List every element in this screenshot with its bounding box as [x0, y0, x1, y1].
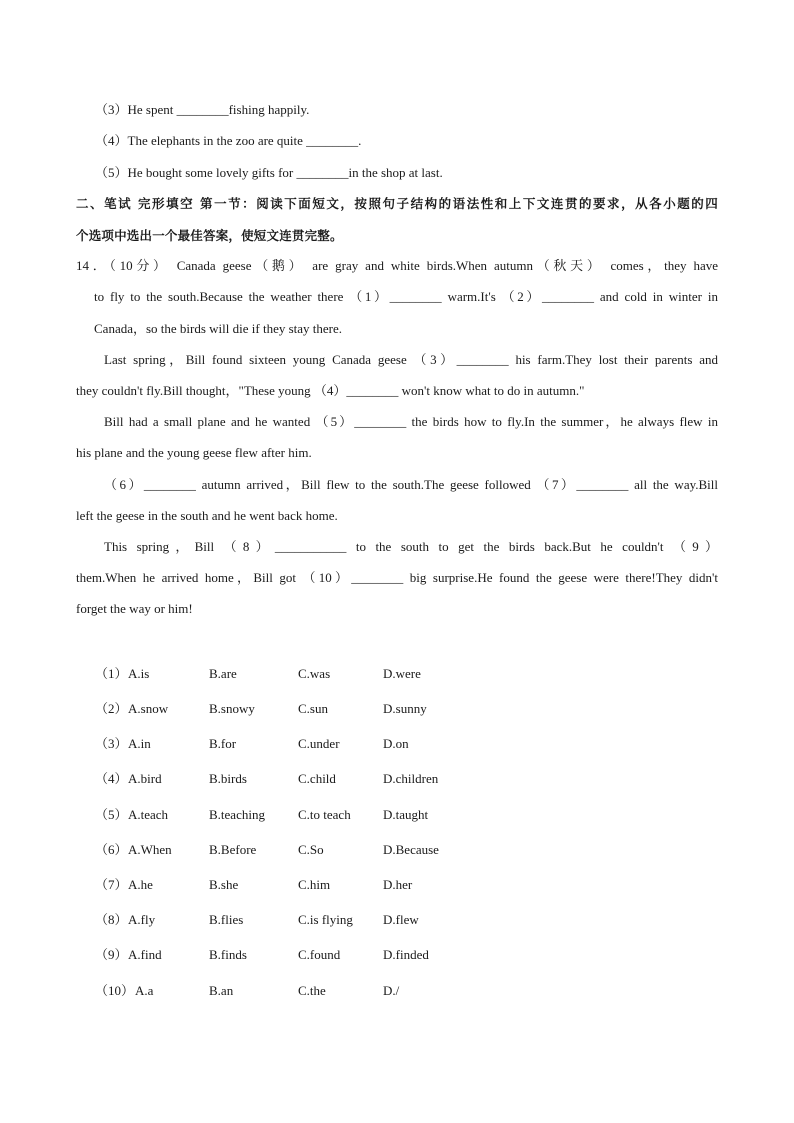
prev-item-3: （3）He spent ________fishing happily.: [95, 102, 310, 117]
option-d[interactable]: D.on: [383, 736, 409, 751]
option-number: （8）: [95, 912, 128, 927]
option-d[interactable]: D.Because: [383, 842, 439, 857]
option-d[interactable]: D.taught: [383, 807, 429, 822]
option-a[interactable]: A.is: [128, 666, 150, 681]
option-number: （2）: [95, 701, 128, 716]
option-c[interactable]: C.under: [298, 736, 340, 751]
option-b[interactable]: B.teaching: [209, 807, 265, 822]
passage-line-5: they couldn't fly.Bill thought，"These young （4）________ won't know what to do in autumn.": [76, 383, 585, 398]
passage-line-4: Last spring，Bill found sixteen young Canada geese （3）________ his farm.They lost their parents and: [104, 352, 718, 367]
option-b[interactable]: B.birds: [209, 771, 247, 786]
passage-line-8: （6）________ autumn arrived，Bill flew to the south.The geese followed （7）________ all the way.Bill: [104, 477, 718, 492]
passage-line-11: them.When he arrived home，Bill got （10）________ big surprise.He found the geese were there!They didn't: [76, 570, 718, 585]
option-d[interactable]: D.were: [383, 666, 421, 681]
option-c[interactable]: C.is flying: [298, 912, 353, 927]
option-b[interactable]: B.for: [209, 736, 237, 751]
option-number: （4）: [95, 771, 128, 786]
option-number: （9）: [95, 947, 128, 962]
option-a[interactable]: A.teach: [128, 807, 169, 822]
option-c[interactable]: C.sun: [298, 701, 328, 716]
option-a[interactable]: A.bird: [128, 771, 162, 786]
option-b[interactable]: B.Before: [209, 842, 257, 857]
option-a[interactable]: A.find: [128, 947, 162, 962]
option-a[interactable]: A.fly: [128, 912, 156, 927]
option-number: （3）: [95, 736, 128, 751]
passage-line-2: to fly to the south.Because the weather there （1）________ warm.It's （2）________ and cold in winter in: [94, 289, 718, 304]
passage-line-7: his plane and the young geese flew after him.: [76, 445, 312, 460]
option-d[interactable]: D.children: [383, 771, 439, 786]
option-number: （1）: [95, 666, 128, 681]
option-c[interactable]: C.So: [298, 842, 324, 857]
option-c[interactable]: C.him: [298, 877, 331, 892]
passage-line-12: forget the way or him!: [76, 601, 193, 616]
option-b[interactable]: B.are: [209, 666, 237, 681]
prev-item-4: （4）The elephants in the zoo are quite ________.: [95, 133, 362, 148]
option-d[interactable]: D.flew: [383, 912, 419, 927]
option-a[interactable]: A.snow: [128, 701, 169, 716]
passage-line-10: This spring，Bill （8）___________ to the south to get the birds back.But he couldn't （9）: [104, 539, 718, 554]
option-number: （7）: [95, 877, 128, 892]
option-c[interactable]: C.was: [298, 666, 331, 681]
option-d[interactable]: D./: [383, 983, 400, 998]
option-a[interactable]: A.he: [128, 877, 153, 892]
option-d[interactable]: D.her: [383, 877, 413, 892]
passage-line-9: left the geese in the south and he went back home.: [76, 508, 338, 523]
option-b[interactable]: B.an: [209, 983, 234, 998]
option-b[interactable]: B.snowy: [209, 701, 255, 716]
option-c[interactable]: C.the: [298, 983, 326, 998]
option-a[interactable]: A.a: [135, 983, 154, 998]
passage-line-3: Canada，so the birds will die if they stay there.: [94, 321, 343, 336]
option-number: （6）: [95, 842, 128, 857]
option-number: （5）: [95, 807, 128, 822]
option-a[interactable]: A.in: [128, 736, 151, 751]
section-heading-line2: 个选项中选出一个最佳答案，使短文连贯完整。: [76, 228, 343, 243]
option-b[interactable]: B.she: [209, 877, 239, 892]
option-a[interactable]: A.When: [128, 842, 172, 857]
option-c[interactable]: C.to teach: [298, 807, 351, 822]
option-c[interactable]: C.child: [298, 771, 336, 786]
prev-item-5: （5）He bought some lovely gifts for ________in the shop at last.: [95, 165, 443, 180]
section-heading-line1: 二、笔试 完形填空 第一节：阅读下面短文，按照句子结构的语法性和上下文连贯的要求，从各小题的四: [76, 196, 718, 211]
option-c[interactable]: C.found: [298, 947, 341, 962]
option-b[interactable]: B.finds: [209, 947, 247, 962]
option-d[interactable]: D.sunny: [383, 701, 427, 716]
option-number: （10）: [95, 983, 135, 998]
passage-line-1: 14．（10分） Canada geese（鹅） are gray and white birds.When autumn（秋天） comes，they have: [76, 258, 718, 273]
option-b[interactable]: B.flies: [209, 912, 244, 927]
option-d[interactable]: D.finded: [383, 947, 429, 962]
passage-line-6: Bill had a small plane and he wanted （5）________ the birds how to fly.In the summer，he always flew in: [104, 414, 718, 429]
